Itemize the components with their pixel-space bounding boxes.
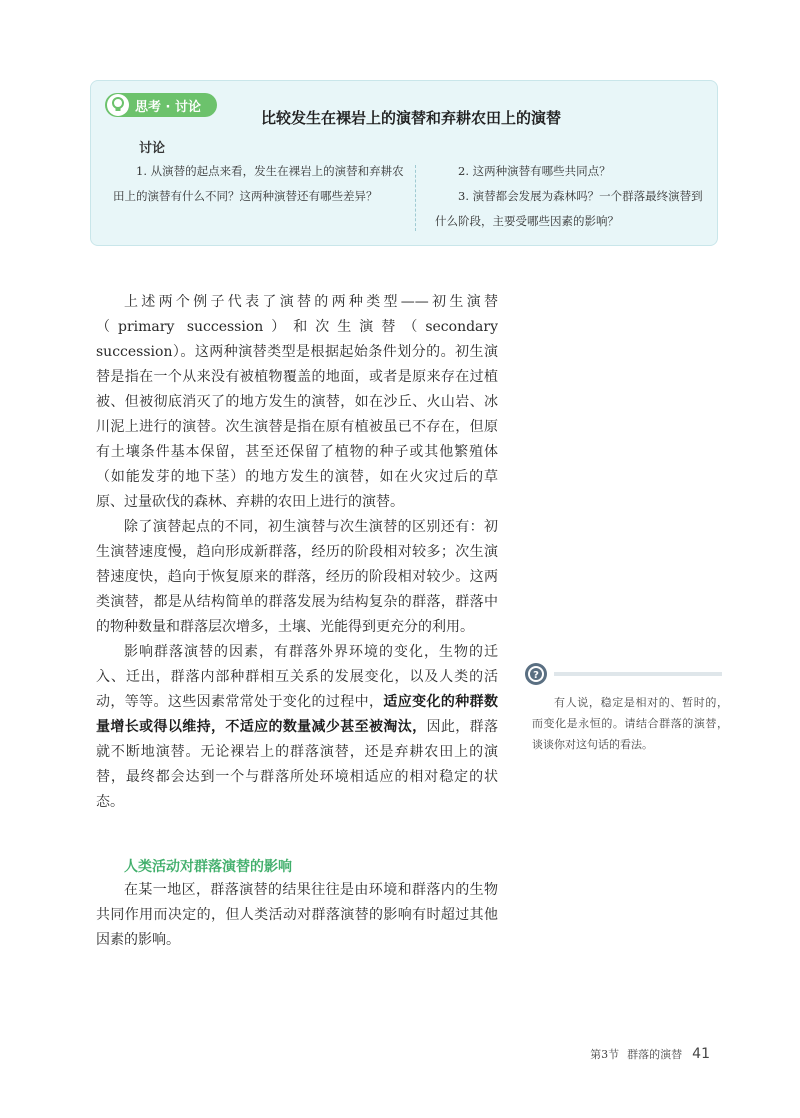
footer-section: 第3节 xyxy=(590,1048,620,1061)
side-note-paragraph: 有人说，稳定是相对的、暂时的，而变化是永恒的。请结合群落的演替，谈谈你对这句话的看法。 xyxy=(532,696,728,751)
page-number: 41 xyxy=(692,1046,710,1062)
section-paragraph-1: 在某一地区，群落演替的结果往往是由环境和群落内的生物共同作用而决定的，但人类活动对群落演替的影响有时超过其他因素的影响。 xyxy=(96,882,498,948)
question-2: 2. 这两种演替有哪些共同点？ xyxy=(458,164,611,178)
think-discuss-title: 比较发生在裸岩上的演替和弃耕农田上的演替 xyxy=(260,109,561,127)
paragraph-3-bold: 适应变化的种群数量增长或得以维持，不适应的数量减少甚至被淘汰， xyxy=(96,694,498,735)
section-text xyxy=(96,878,498,953)
questions-right xyxy=(435,159,705,234)
question-bubble-icon xyxy=(524,662,548,686)
lightbulb-icon xyxy=(107,94,129,116)
section-heading: 人类活动对群落演替的影响 xyxy=(124,859,292,875)
column-divider xyxy=(415,165,416,231)
paragraph-3 xyxy=(96,640,498,815)
side-note-rule xyxy=(554,672,722,676)
side-note-text xyxy=(532,692,728,755)
discussion-label: 讨论 xyxy=(139,141,166,156)
paragraph-3-end: 因此，群落就不断地演替。无论裸岩上的群落演替，还是弃耕农田上的演替，最终都会达到一个与群落所处环境相适应的相对稳定的状态。 xyxy=(96,719,499,810)
question-1: 1. 从演替的起点来看，发生在裸岩上的演替和弃耕农田上的演替有什么不同？这两种演替还有哪些差异？ xyxy=(113,164,404,203)
svg-text:?: ? xyxy=(533,670,539,681)
main-text xyxy=(96,290,498,815)
paragraph-3-start: 影响群落演替的因素，有群落外界环境的变化，生物的迁入、迁出，群落内部种群相互关系的发展变化，以及人类的活动，等等。这些因素常常处于变化的过程中， xyxy=(96,644,498,710)
think-discuss-label: 思考 · 讨论 xyxy=(135,99,201,115)
paragraph-2: 除了演替起点的不同，初生演替与次生演替的区别还有：初生演替速度慢，趋向形成新群落，经历的阶段相对较多；次生演替速度快，趋向于恢复原来的群落，经历的阶段相对较少。这两类演替，都是从结构简单的群落发展为结构复杂的群落，群落中的物种数量和群落层次增多，土壤、光能得到更充分的利用。 xyxy=(96,519,498,635)
question-3: 3. 演替都会发展为森林吗？一个群落最终演替到什么阶段，主要受哪些因素的影响？ xyxy=(435,189,703,228)
questions-left xyxy=(113,159,405,209)
think-discuss-box xyxy=(90,80,718,246)
think-discuss-badge xyxy=(105,93,217,117)
paragraph-1: 上述两个例子代表了演替的两种类型——初生演替（primary succession）和次生演替（secondary succession）。这两种演替类型是根据起始条件划分的。初生演替是指在一个从来没有被植物覆盖的地面，或者是原来存在过植被、但被彻底消灭了的地方发生的演替，如在沙丘、火山岩、冰川泥上进行的演替。次生演替是指在原有植被虽已不存在，但原有土壤条件基本保留，甚至还保留了植物的种子或其他繁殖体（如能发芽的地下茎）的地方发生的演替，如在火灾过后的草原、过量砍伐的森林、弃耕的农田上进行的演替。 xyxy=(96,294,498,510)
footer-title: 群落的演替 xyxy=(627,1048,683,1061)
page-footer xyxy=(590,1046,710,1062)
